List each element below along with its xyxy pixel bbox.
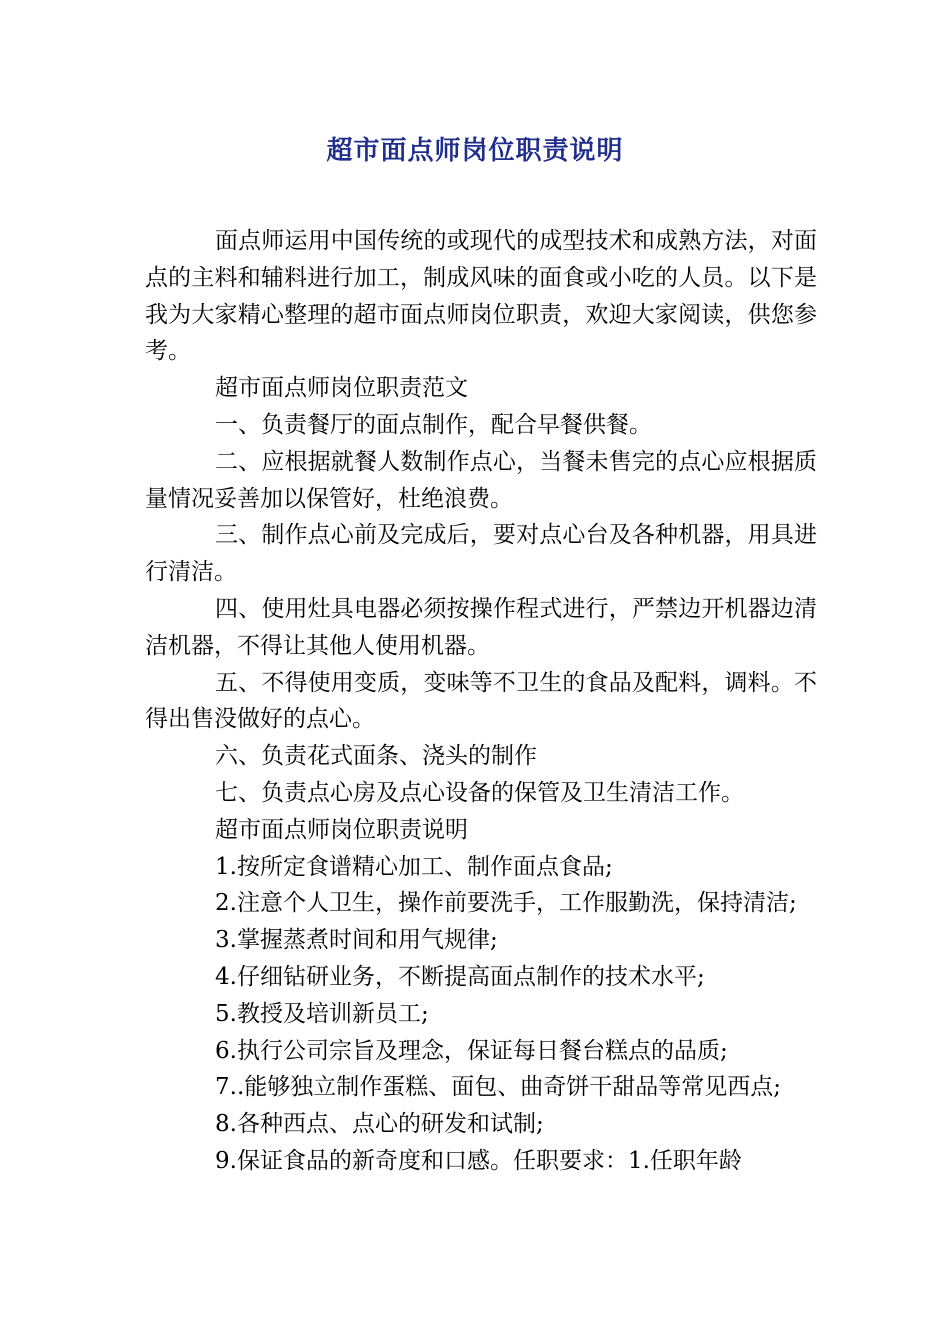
duty-item: 三、制作点心前及完成后，要对点心台及各种机器，用具进行清洁。 (145, 522, 817, 586)
duty-item: 一、负责餐厅的面点制作，配合早餐供餐。 (215, 411, 652, 438)
section-heading: 超市面点师岗位职责说明 (215, 816, 468, 843)
duty-item: 七、负责点心房及点心设备的保管及卫生清洁工作。 (215, 779, 744, 806)
duty-item: 五、不得使用变质，变味等不卫生的食品及配料，调料。不得出售没做好的点心。 (145, 669, 817, 733)
numbered-item: 1.按所定食谱精心加工、制作面点食品; (215, 853, 613, 880)
section-heading: 超市面点师岗位职责范文 (215, 375, 468, 402)
numbered-item: 3.掌握蒸煮时间和用气规律; (215, 927, 498, 954)
document-body (145, 223, 817, 1180)
numbered-item: 8.各种西点、点心的研发和试制; (215, 1111, 544, 1138)
numbered-item: 5.教授及培训新员工; (215, 1000, 429, 1027)
duty-item: 四、使用灶具电器必须按操作程式进行，严禁边开机器边清洁机器，不得让其他人使用机器。 (145, 595, 817, 659)
duty-item: 六、负责花式面条、浇头的制作 (215, 743, 537, 770)
numbered-item: 6.执行公司宗旨及理念，保证每日餐台糕点的品质; (215, 1037, 728, 1064)
numbered-item: 4.仔细钻研业务，不断提高面点制作的技术水平; (215, 963, 705, 990)
numbered-item: 2.注意个人卫生，操作前要洗手，工作服勤洗，保持清洁; (215, 890, 797, 917)
intro-paragraph: 面点师运用中国传统的或现代的成型技术和成熟方法，对面点的主料和辅料进行加工，制成风味的面食或小吃的人员。以下是我为大家精心整理的超市面点师岗位职责，欢迎大家阅读，供您参考。 (145, 228, 817, 365)
numbered-item: 9.保证食品的新奇度和口感。任职要求：1.任职年龄 (215, 1147, 742, 1174)
numbered-item: 7..能够独立制作蛋糕、面包、曲奇饼干甜品等常见西点; (215, 1074, 782, 1101)
duty-item: 二、应根据就餐人数制作点心，当餐未售完的点心应根据质量情况妥善加以保管好，杜绝浪费。 (145, 448, 817, 512)
document-title: 超市面点师岗位职责说明 (326, 136, 624, 166)
